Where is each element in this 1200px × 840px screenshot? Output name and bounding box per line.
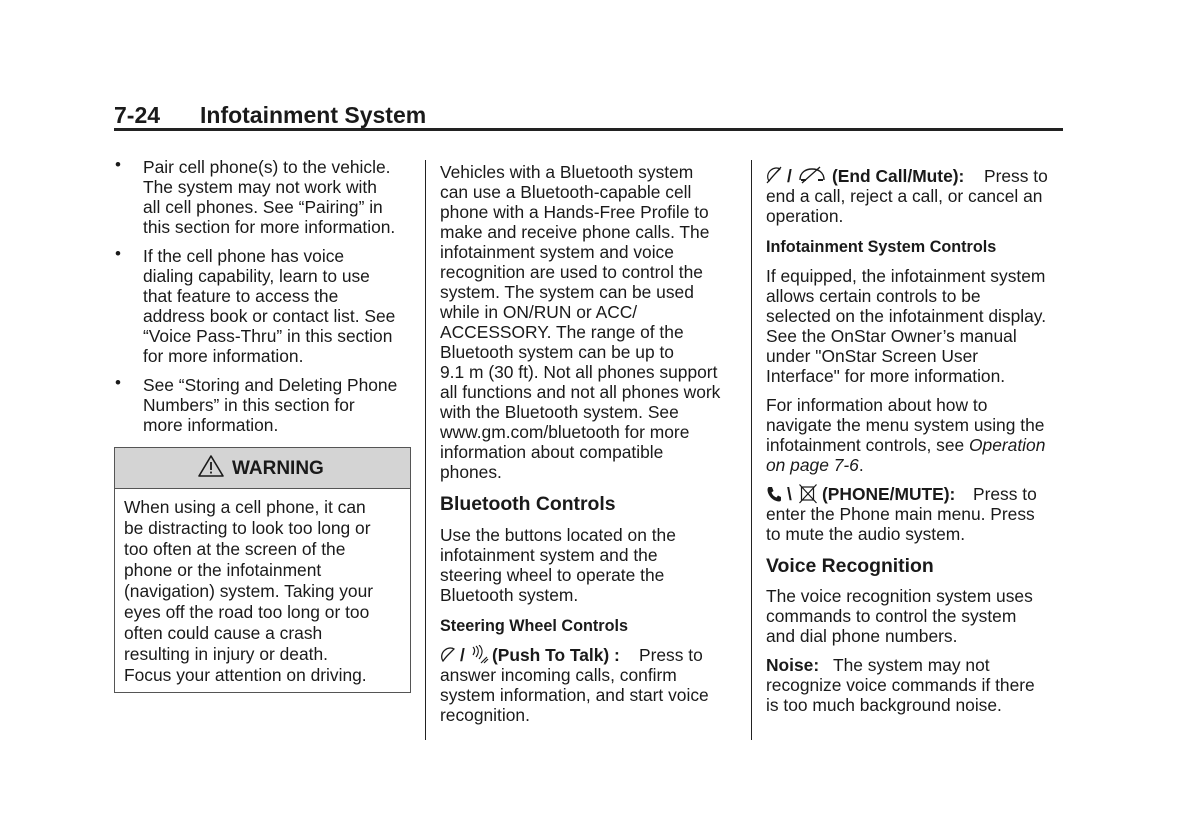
nav-line-text: infotainment controls, see xyxy=(766,435,969,455)
voice-recognition-heading: Voice Recognition xyxy=(766,555,934,577)
bullet-1-line: this section for more information. xyxy=(143,217,396,237)
noise-line: is too much background noise. xyxy=(766,695,1002,715)
ptt-label: (Push To Talk) : xyxy=(492,645,620,665)
vr-line: The voice recognition system uses xyxy=(766,586,1033,606)
warning-line: be distracting to look too long or xyxy=(124,518,371,538)
phone-mute-line: to mute the audio system. xyxy=(766,524,966,544)
isc-line: selected on the infotainment display. xyxy=(766,306,1047,326)
warning-line: resulting in injury or death. xyxy=(124,644,328,664)
isc-line: allows certain controls to be xyxy=(766,286,981,306)
end-call-text: Press to xyxy=(984,166,1048,186)
isc-line: If equipped, the infotainment system xyxy=(766,266,1046,286)
nav-line-period: . xyxy=(858,455,864,475)
ptt-text: Press to xyxy=(639,645,703,665)
intro-line: www.gm.com/bluetooth for more xyxy=(440,422,690,442)
warning-line: When using a cell phone, it can xyxy=(124,497,366,517)
column-divider-2 xyxy=(751,160,752,740)
bullet-dot: • xyxy=(115,373,121,392)
bt-line: Bluetooth system. xyxy=(440,585,579,605)
intro-line: phones. xyxy=(440,462,502,482)
intro-line: make and receive phone calls. The xyxy=(440,222,710,242)
voice-command-icon xyxy=(471,645,489,665)
noise-line: recognize voice commands if there xyxy=(766,675,1035,695)
warning-line: often could cause a crash xyxy=(124,623,323,643)
bt-line: Use the buttons located on the xyxy=(440,525,676,545)
bullet-3-line: See “Storing and Deleting Phone xyxy=(143,375,398,395)
intro-line: ACCESSORY. The range of the xyxy=(440,322,684,342)
ptt-line: recognition. xyxy=(440,705,530,725)
section-title: Infotainment System xyxy=(200,102,427,128)
noise-label: Noise: xyxy=(766,655,820,675)
bullet-1-line: Pair cell phone(s) to the vehicle. xyxy=(143,157,391,177)
bullet-2-line: that feature to access the xyxy=(143,286,339,306)
bullet-1-line: all cell phones. See “Pairing” in xyxy=(143,197,383,217)
steering-wheel-controls-heading: Steering Wheel Controls xyxy=(440,617,628,635)
intro-line: information about compatible xyxy=(440,442,664,462)
push-to-talk-icon xyxy=(440,646,456,664)
end-call-line: end a call, reject a call, or cancel an xyxy=(766,186,1043,206)
page-reference-link[interactable]: on page 7-6 xyxy=(766,455,859,475)
end-call-icon xyxy=(766,166,782,184)
phone-icon xyxy=(766,485,782,503)
warning-line: Focus your attention on driving. xyxy=(124,665,367,685)
end-call-separator: / xyxy=(787,166,792,186)
ptt-line: system information, and start voice xyxy=(440,685,709,705)
vr-line: and dial phone numbers. xyxy=(766,626,958,646)
intro-line: with the Bluetooth system. See xyxy=(440,402,679,422)
mute-icon xyxy=(798,166,826,184)
bullet-2-line: address book or contact list. See xyxy=(143,306,396,326)
bt-line: steering wheel to operate the xyxy=(440,565,665,585)
warning-triangle-icon xyxy=(197,454,225,478)
bullet-3-line: more information. xyxy=(143,415,279,435)
bullet-2-line: dialing capability, learn to use xyxy=(143,266,370,286)
intro-line: 9.1 m (30 ft). Not all phones support xyxy=(440,362,718,382)
intro-line: Bluetooth system can be up to xyxy=(440,342,674,362)
bullet-3-line: Numbers” in this section for xyxy=(143,395,355,415)
warning-line: too often at the screen of the xyxy=(124,539,346,559)
infotainment-system-controls-heading: Infotainment System Controls xyxy=(766,238,997,256)
bullet-dot: • xyxy=(115,155,121,174)
header-rule xyxy=(114,128,1063,131)
column-divider-1 xyxy=(425,160,426,740)
ptt-line: answer incoming calls, confirm xyxy=(440,665,677,685)
intro-line: infotainment system and voice xyxy=(440,242,674,262)
phone-mute-label: (PHONE/MUTE): xyxy=(822,484,956,504)
bullet-2-line: “Voice Pass-Thru” in this section xyxy=(143,326,393,346)
phone-mute-line: enter the Phone main menu. Press xyxy=(766,504,1035,524)
intro-line: system. The system can be used xyxy=(440,282,694,302)
nav-line xyxy=(766,455,864,475)
isc-line: See the OnStar Owner’s manual xyxy=(766,326,1017,346)
warning-line: phone or the infotainment xyxy=(124,560,322,580)
nav-line: For information about how to xyxy=(766,395,988,415)
bullet-2-line: for more information. xyxy=(143,346,304,366)
isc-line: Interface" for more information. xyxy=(766,366,1006,386)
warning-title: WARNING xyxy=(232,458,324,479)
nav-line xyxy=(766,435,1045,455)
noise-text: The system may not xyxy=(833,655,990,675)
intro-line: recognition are used to control the xyxy=(440,262,703,282)
intro-line: while in ON/RUN or ACC/ xyxy=(440,302,638,322)
bluetooth-controls-heading: Bluetooth Controls xyxy=(440,493,616,515)
page-number: 7-24 xyxy=(114,102,161,128)
nav-line: navigate the menu system using the xyxy=(766,415,1045,435)
phone-mute-icon xyxy=(799,484,817,504)
intro-line: can use a Bluetooth-capable cell xyxy=(440,182,692,202)
bullet-dot: • xyxy=(115,244,121,263)
intro-line: Vehicles with a Bluetooth system xyxy=(440,162,694,182)
isc-line: under "OnStar Screen User xyxy=(766,346,979,366)
warning-line: (navigation) system. Taking your xyxy=(124,581,374,601)
vr-line: commands to control the system xyxy=(766,606,1017,626)
intro-line: phone with a Hands-Free Profile to xyxy=(440,202,709,222)
phone-separator: \ xyxy=(787,484,792,504)
ptt-separator: / xyxy=(460,645,465,665)
warning-line: eyes off the road too long or too xyxy=(124,602,370,622)
end-call-label: (End Call/Mute): xyxy=(832,166,965,186)
bullet-2-line: If the cell phone has voice xyxy=(143,246,345,266)
bt-line: infotainment system and the xyxy=(440,545,658,565)
phone-mute-text: Press to xyxy=(973,484,1037,504)
intro-line: all functions and not all phones work xyxy=(440,382,721,402)
operation-link[interactable]: Operation xyxy=(969,435,1046,455)
end-call-line: operation. xyxy=(766,206,844,226)
bullet-1-line: The system may not work with xyxy=(143,177,377,197)
